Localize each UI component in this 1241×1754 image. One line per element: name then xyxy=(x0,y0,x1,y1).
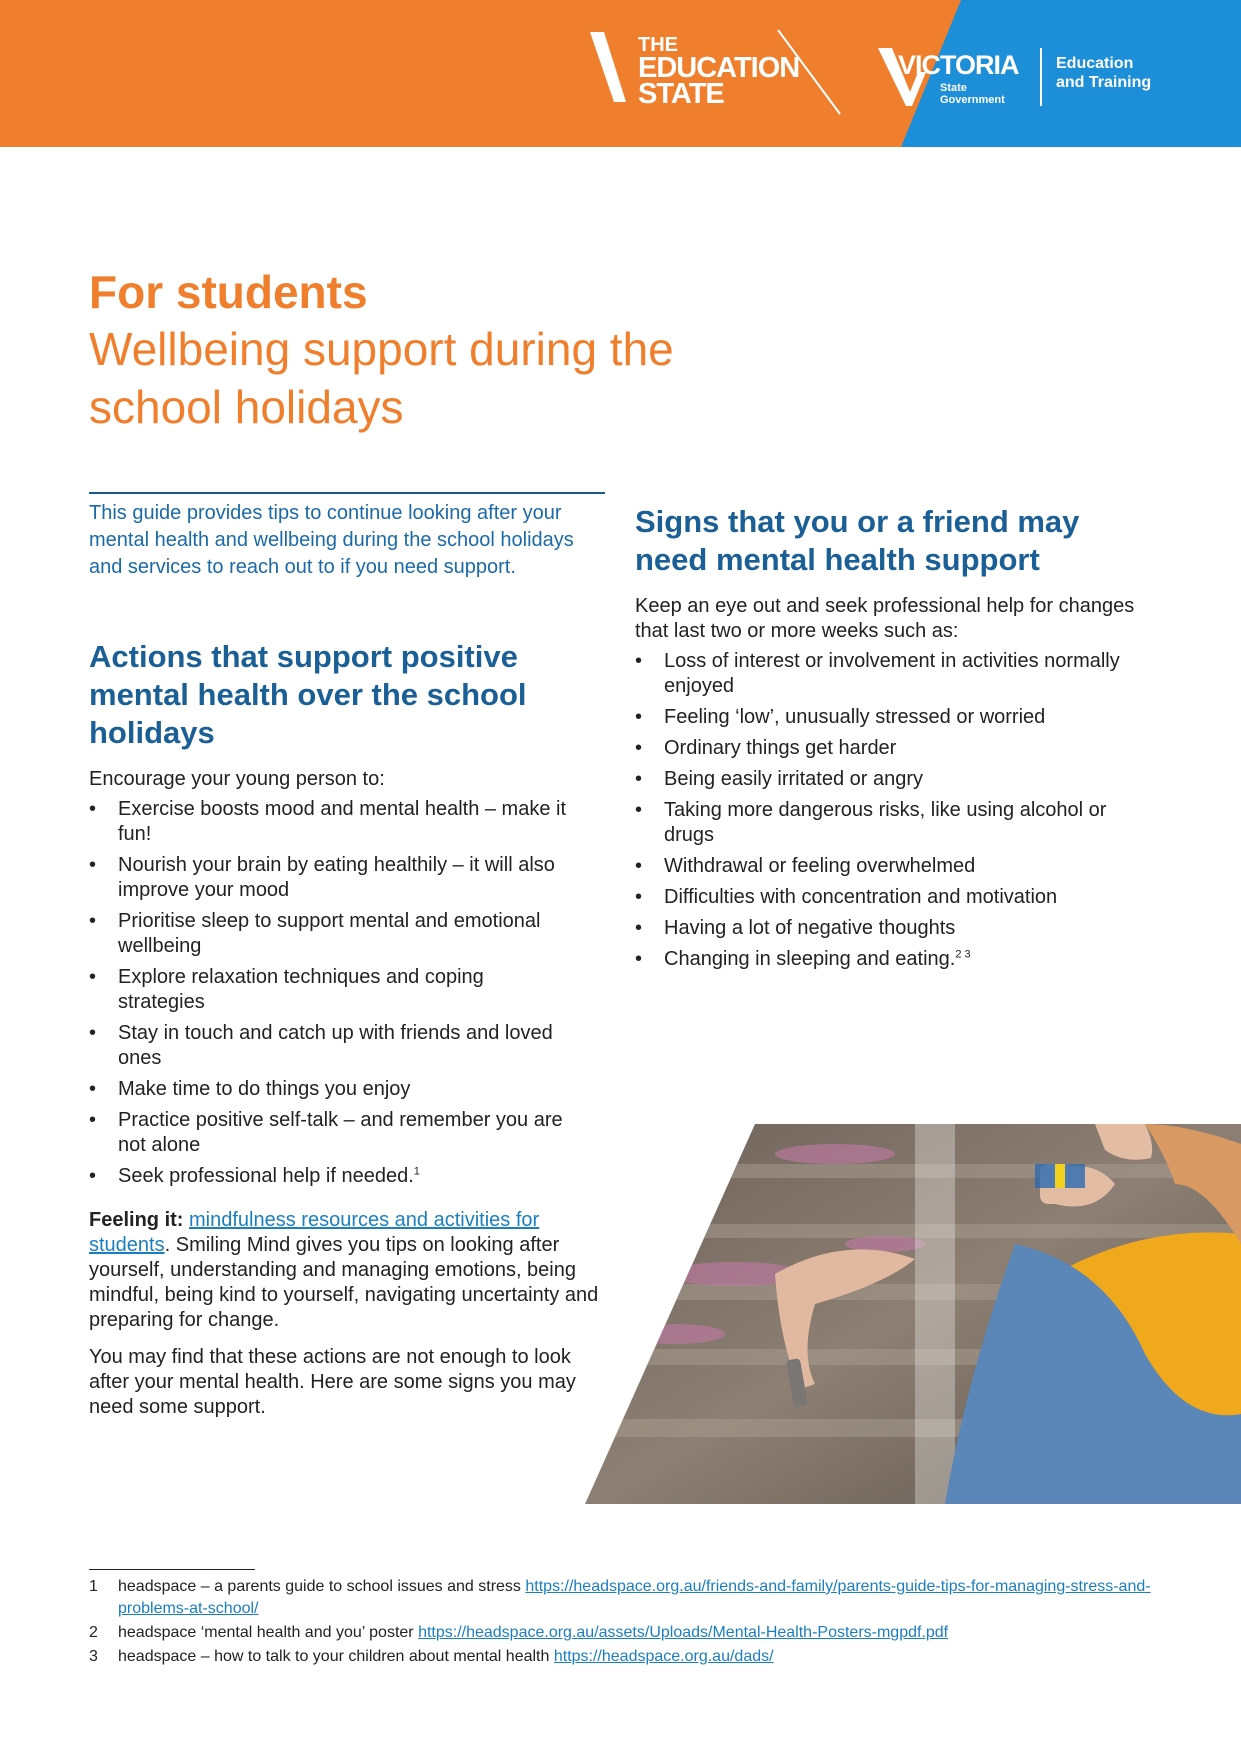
list-item: • Explore relaxation techniques and coping strategies xyxy=(89,965,569,1015)
footnote-text: headspace – how to talk to your children about mental health xyxy=(118,1648,554,1665)
list-item: • Feeling ‘low’, unusually stressed or worried xyxy=(635,705,1155,730)
list-item-text: Seek professional help if needed. xyxy=(118,1165,414,1187)
signs-heading: Signs that you or a friend may need mental health support xyxy=(635,504,1080,577)
list-item: • Taking more dangerous risks, like using alcohol or drugs xyxy=(635,798,1155,848)
list-item: • Nourish your brain by eating healthily – it will also improve your mood xyxy=(89,853,569,903)
feeling-text: . Smiling Mind gives you tips on looking after yourself, understanding and managing emotions, being mindful, being kind to yourself, navigating uncertainty and preparing for change. xyxy=(89,1234,599,1331)
list-item xyxy=(89,1164,569,1189)
list-item: • Exercise boosts mood and mental health – make it fun! xyxy=(89,797,569,847)
victoria-wordmark: VICTORIA xyxy=(898,50,1019,80)
list-item: • Having a lot of negative thoughts xyxy=(635,916,1155,941)
actions-heading: Actions that support positive mental health over the school holidays xyxy=(89,639,527,750)
government-label: Government xyxy=(940,94,1005,106)
footnote-text: headspace ‘mental health and you’ poster xyxy=(118,1624,419,1641)
student-sitting-photo xyxy=(585,1124,1241,1504)
signs-list xyxy=(635,649,1155,978)
footnote-divider xyxy=(89,1569,255,1570)
footnote-ref: 1 xyxy=(413,1165,420,1178)
education-state-logo xyxy=(590,28,850,118)
list-item: • Being easily irritated or angry xyxy=(635,767,1155,792)
footnote-link[interactable]: https://headspace.org.au/friends-and-family/parents-guide-tips-for-managing-stress-and-problems-at-school/ xyxy=(118,1578,1151,1617)
footnote-number: 1 xyxy=(89,1578,98,1595)
list-item: • Prioritise sleep to support mental and emotional wellbeing xyxy=(89,909,569,959)
signs-lead: Keep an eye out and seek professional help for changes that last two or more weeks such as: xyxy=(635,595,1135,642)
footnote-ref: 2 3 xyxy=(955,948,971,961)
logo-line-education: EDUCATION xyxy=(638,52,800,84)
page-title xyxy=(89,264,729,436)
feeling-it-paragraph xyxy=(89,1208,614,1333)
intro-divider xyxy=(89,492,605,494)
list-item: • Loss of interest or involvement in activities normally enjoyed xyxy=(635,649,1155,699)
list-item: • Ordinary things get harder xyxy=(635,736,1155,761)
logo-line-state: STATE xyxy=(638,78,724,110)
footnote-link[interactable]: https://headspace.org.au/assets/Uploads/Mental-Health-Posters-mgpdf.pdf xyxy=(418,1624,949,1641)
list-item xyxy=(635,947,1155,972)
footnotes xyxy=(89,1576,1169,1670)
footnote-number: 3 xyxy=(89,1648,98,1665)
footnote xyxy=(89,1622,1169,1644)
closing-paragraph: You may find that these actions are not enough to look after your mental health. Here are some signs you may need some support. xyxy=(89,1346,576,1418)
list-item: • Difficulties with concentration and motivation xyxy=(635,885,1155,910)
title-for-students: For students xyxy=(89,266,368,318)
footnote xyxy=(89,1576,1169,1620)
list-item: • Withdrawal or feeling overwhelmed xyxy=(635,854,1155,879)
state-government-label xyxy=(940,82,1040,106)
list-item: • Make time to do things you enjoy xyxy=(89,1077,569,1102)
student-photo-illustration xyxy=(585,1124,1241,1504)
logo-line-the: THE xyxy=(638,34,678,56)
department-line-1: Education xyxy=(1056,55,1134,72)
department-line-2: and Training xyxy=(1056,74,1152,91)
list-item-text: Changing in sleeping and eating. xyxy=(664,948,956,970)
list-item: • Stay in touch and catch up with friends and loved ones xyxy=(89,1021,569,1071)
state-label: State xyxy=(940,82,967,94)
department-label xyxy=(1056,54,1151,92)
logo-divider xyxy=(1040,48,1042,106)
list-item: • Practice positive self-talk – and remember you are not alone xyxy=(89,1108,569,1158)
actions-lead: Encourage your young person to: xyxy=(89,768,385,790)
footnote-text: headspace – a parents guide to school issues and stress xyxy=(118,1578,526,1595)
actions-list xyxy=(89,797,569,1195)
mindfulness-resources-link[interactable]: mindfulness resources and activities for students xyxy=(89,1209,540,1256)
footnote-number: 2 xyxy=(89,1624,98,1641)
title-subtitle: Wellbeing support during the school holidays xyxy=(89,323,674,433)
feeling-label: Feeling it: xyxy=(89,1209,184,1231)
header-banner xyxy=(0,0,1241,147)
intro-paragraph: This guide provides tips to continue looking after your mental health and wellbeing during the school holidays and services to reach out to if you need support. xyxy=(89,502,574,578)
footnote-link[interactable]: https://headspace.org.au/dads/ xyxy=(553,1648,774,1665)
footnote xyxy=(89,1646,1169,1668)
